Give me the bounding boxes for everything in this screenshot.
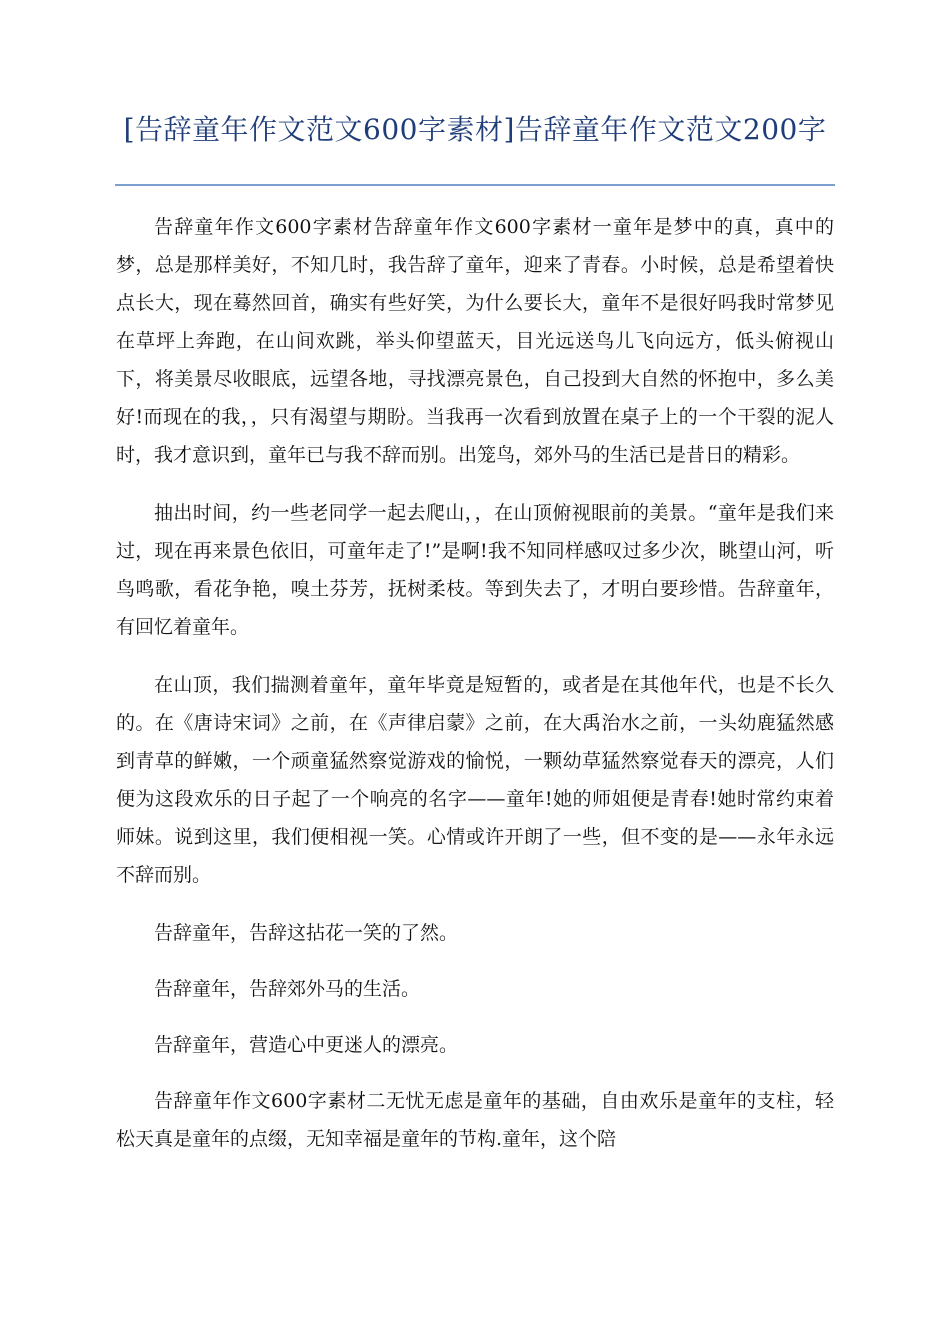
paragraph-6: 告辞童年，营造心中更迷人的漂亮。 xyxy=(154,1034,459,1056)
paragraph-2: 抽出时间，约一些老同学一起去爬山，，在山顶俯视眼前的美景。“童年是我们来过，现在再来景色依旧，可童年走了!”是啊!我不知同样感叹过多少次，眺望山河，听鸟鸣歌，看花争艳，嗅土芬芳，抚树柔枝。等到失去了，才明白要珍惜。告辞童年，有回忆着童年。 xyxy=(116,502,834,638)
paragraph-4: 告辞童年，告辞这拈花一笑的了然。 xyxy=(154,922,459,944)
paragraph-5: 告辞童年，告辞郊外马的生活。 xyxy=(154,978,421,1000)
paragraph-7: 告辞童年作文600字素材二无忧无虑是童年的基础，自由欢乐是童年的支柱，轻松天真是童年的点缀，无知幸福是童年的节构.童年，这个陪 xyxy=(116,1090,834,1150)
paragraph-3: 在山顶，我们揣测着童年，童年毕竟是短暂的，或者是在其他年代，也是不长久的。在《唐诗宋词》之前，在《声律启蒙》之前，在大禹治水之前，一头幼鹿猛然感到青草的鲜嫩，一个顽童猛然察觉游戏的愉悦，一颗幼草猛然察觉春天的漂亮，人们便为这段欢乐的日子起了一个响亮的名字——童年!她的师姐便是青春!她时常约束着师妹。说到这里，我们便相视一笑。心情或许开朗了一些，但不变的是——永年永远不辞而别。 xyxy=(116,674,834,886)
title-divider xyxy=(115,184,835,186)
paragraph-1: 告辞童年作文600字素材告辞童年作文600字素材一童年是梦中的真，真中的梦，总是那样美好，不知几时，我告辞了童年，迎来了青春。小时候，总是希望着快点长大，现在蓦然回首，确实有些好笑，为什么要长大，童年不是很好吗我时常梦见在草坪上奔跑，在山间欢跳，举头仰望蓝天，目光远送鸟儿飞向远方，低头俯视山下，将美景尽收眼底，远望各地，寻找漂亮景色，自己投到大自然的怀抱中，多么美好!而现在的我，，只有渴望与期盼。当我再一次看到放置在桌子上的一个干裂的泥人时，我才意识到，童年已与我不辞而别。出笼鸟，郊外马的生活已是昔日的精彩。 xyxy=(116,216,834,466)
document-title: [告辞童年作文范文600字素材]告辞童年作文范文200字 xyxy=(123,113,827,146)
document-body xyxy=(116,208,834,1178)
